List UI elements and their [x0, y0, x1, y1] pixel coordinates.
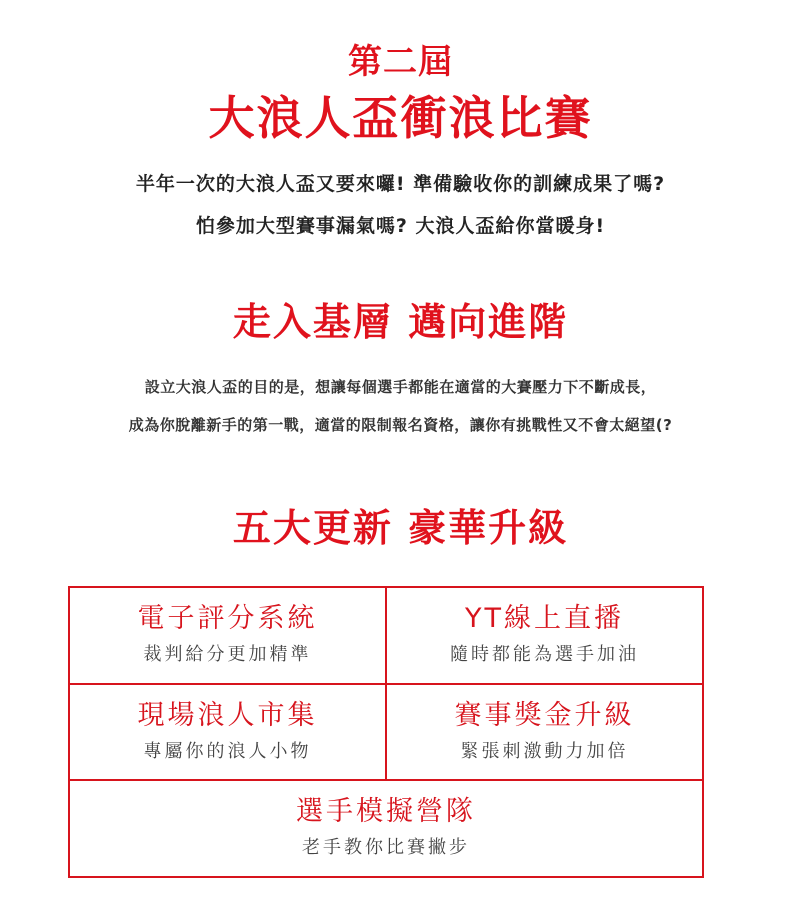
edition-subtitle: 第二屆: [348, 42, 453, 82]
feature-cell-training-camp: [70, 781, 702, 876]
feature-cell-live-stream: [387, 588, 702, 685]
section-paragraph-line-2: 成為你脫離新手的第一戰，適當的限制報名資格，讓你有挑戰性又不會太絕望(?: [128, 416, 673, 434]
section-title-grassroots: 走入基層 邁向進階: [232, 300, 569, 344]
feature-subtitle: 緊張刺激動力加倍: [460, 741, 629, 762]
feature-subtitle: 老手教你比賽撇步: [302, 837, 470, 858]
features-grid: [68, 586, 704, 878]
feature-subtitle: 隨時都能為選手加油: [450, 644, 639, 665]
feature-subtitle: 裁判給分更加精準: [143, 644, 312, 665]
page-title: 大浪人盃衝浪比賽: [208, 91, 593, 145]
intro-line-1: 半年一次的大浪人盃又要來囉! 準備驗收你的訓練成果了嗎?: [135, 173, 666, 195]
intro-line-2: 怕參加大型賽事漏氣嗎? 大浪人盃給你當暖身!: [195, 215, 606, 237]
feature-cell-prize-upgrade: [387, 685, 702, 781]
feature-title: 電子評分系統: [137, 603, 318, 634]
feature-cell-electronic-scoring: [70, 588, 387, 685]
feature-title: 現場浪人市集: [137, 700, 318, 731]
feature-cell-market: [70, 685, 387, 781]
feature-subtitle: 專屬你的浪人小物: [143, 741, 312, 762]
feature-title: 賽事獎金升級: [454, 700, 635, 731]
section-paragraph-line-1: 設立大浪人盃的目的是，想讓每個選手都能在適當的大賽壓力下不斷成長，: [144, 378, 657, 396]
feature-title: 選手模擬營隊: [296, 796, 476, 827]
feature-title: YT線上直播: [465, 603, 624, 634]
section-title-upgrades: 五大更新 豪華升級: [232, 506, 569, 550]
